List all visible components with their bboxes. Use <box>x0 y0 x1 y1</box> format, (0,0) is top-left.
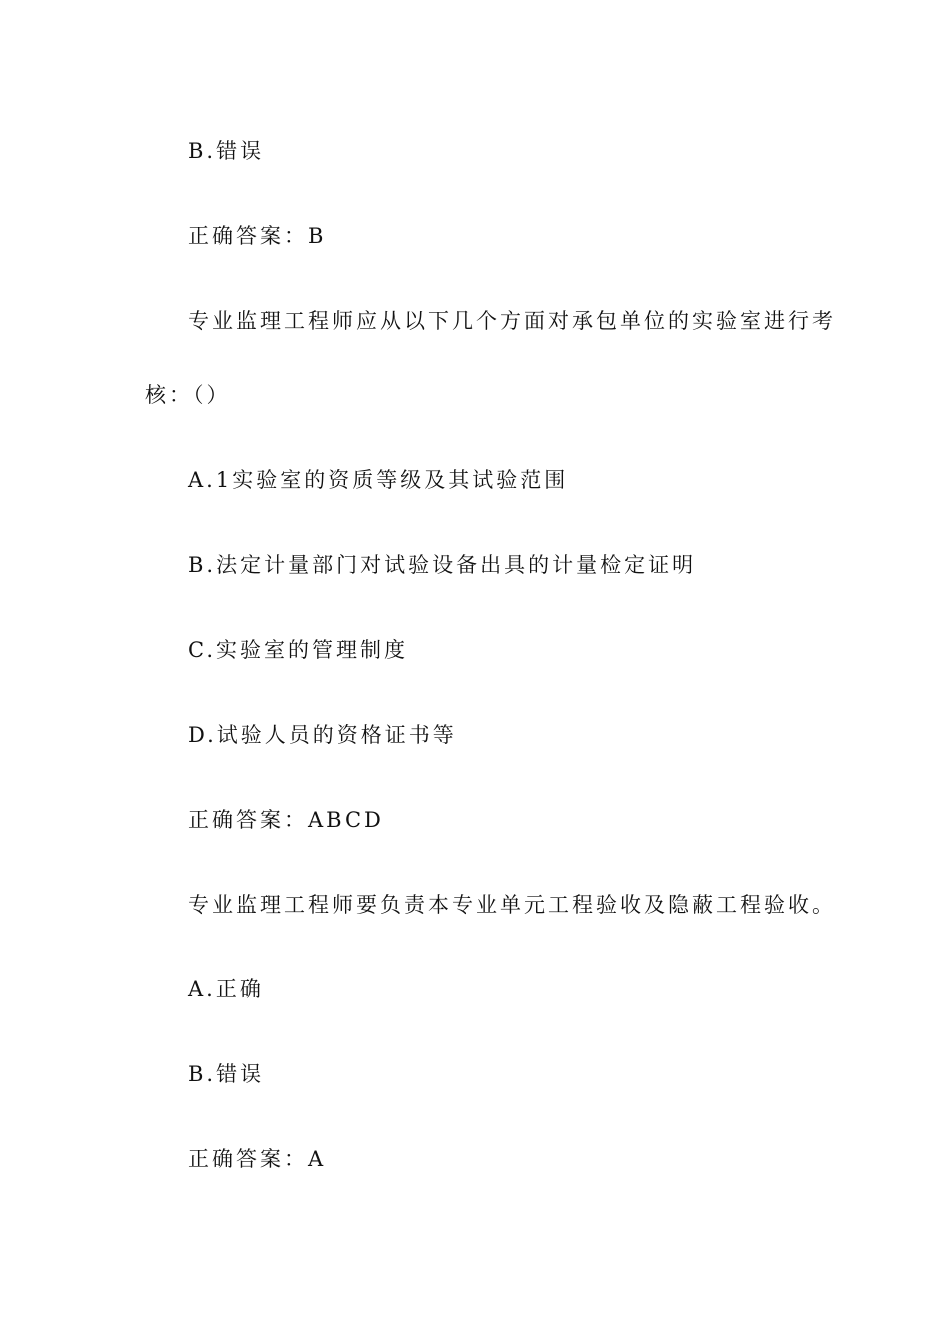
q2-option-b: B.错误 <box>188 1062 265 1086</box>
q1-option-d: D.试验人员的资格证书等 <box>188 723 457 747</box>
q1-option-c: C.实验室的管理制度 <box>188 638 408 662</box>
q2-option-a: A.正确 <box>188 977 264 1001</box>
prev-option-b: B.错误 <box>188 139 265 163</box>
q1-answer: 正确答案：ABCD <box>188 808 384 832</box>
q1-stem-line2: 核：（） <box>145 383 231 407</box>
q1-option-a: A.1实验室的资质等级及其试验范围 <box>188 468 569 492</box>
q1-option-b: B.法定计量部门对试验设备出具的计量检定证明 <box>188 553 697 577</box>
prev-answer: 正确答案：B <box>188 224 327 248</box>
q1-stem-line1: 专业监理工程师应从以下几个方面对承包单位的实验室进行考 <box>188 309 836 333</box>
q2-answer: 正确答案：A <box>188 1147 327 1171</box>
q2-stem: 专业监理工程师要负责本专业单元工程验收及隐蔽工程验收。 <box>188 893 836 917</box>
